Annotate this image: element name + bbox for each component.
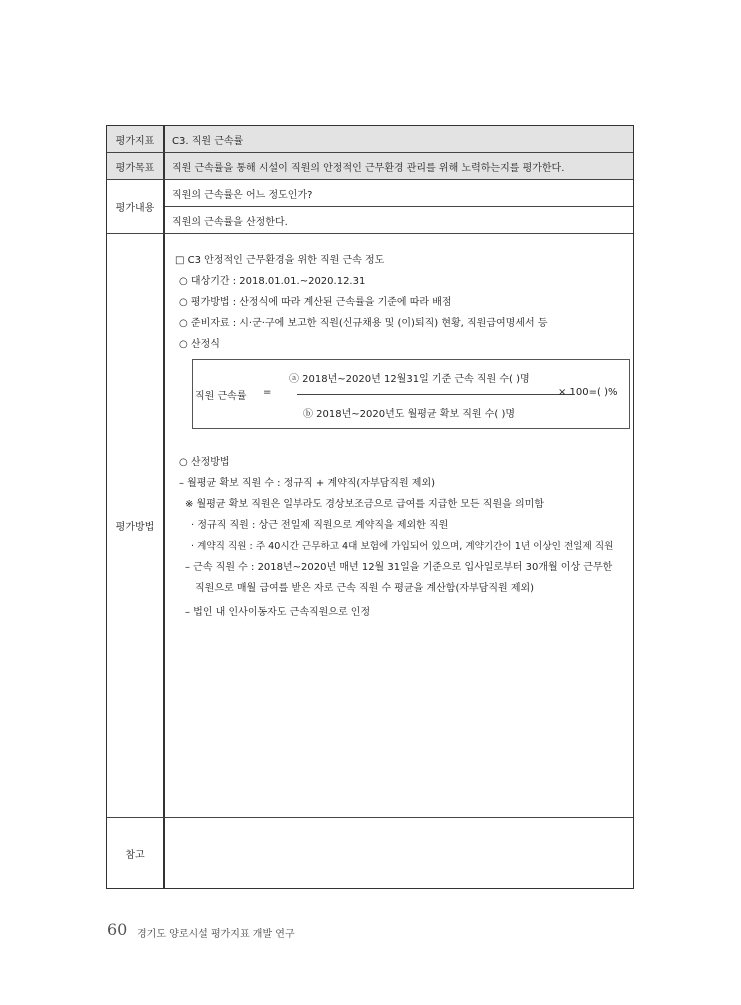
page-number: 60 [107,920,128,939]
retained-staff-line-2: 직원으로 매월 급여를 받은 자로 근속 직원 수 평균을 계산함(자부담직원 제외) [195,583,535,594]
content-label: 평가내용 [107,180,165,233]
monthly-staff-note: ※ 월평균 확보 직원은 일부라도 경상보조금으로 급여를 지급한 모든 직원을 의미함 [185,499,544,510]
calc-method-heading: ○ 산정방법 [179,457,230,468]
method-approach: ○ 평가방법 : 산정식에 따라 계산된 근속률을 기준에 따라 배점 [179,297,452,308]
goal-label: 평가목표 [107,153,165,179]
formula-fraction-bar [297,394,572,395]
evaluation-table [106,125,634,889]
formula-numerator: ⓐ 2018년~2020년 12월31일 기준 근속 직원 수( )명 [289,374,530,385]
monthly-staff-line: – 월평균 확보 직원 수 : 정규직 + 계약직(자부담직원 제외) [179,478,436,489]
retained-staff-line: – 근속 직원 수 : 2018년~2020년 매년 12월 31일을 기준으로 입사일로부터 30개월 이상 근무한 [185,562,613,573]
reference-label: 참고 [107,818,165,888]
formula-box [192,359,630,429]
method-materials: ○ 준비자료 : 시·군·구에 보고한 직원(신규채용 및 (이)퇴직) 현황, 직원급여명세서 등 [179,318,548,329]
formula-equals: = [263,387,272,398]
content-line-2: 직원의 근속률을 산정한다. [172,216,288,228]
method-label: 평가방법 [107,234,165,817]
footer-title: 경기도 양로시설 평가지표 개발 연구 [137,929,295,940]
goal-value: 직원 근속률을 통해 시설이 직원의 안정적인 근무환경 관리를 위해 노력하는지를 평가한다. [172,162,565,174]
indicator-row [107,126,633,153]
method-formula-heading: ○ 산정식 [179,339,220,350]
formula-denominator: ⓑ 2018년~2020년도 월평균 확보 직원 수( )명 [303,409,516,420]
method-heading: □ C3 안정적인 근무환경을 위한 직원 근속 정도 [175,255,385,266]
indicator-label: 평가지표 [107,126,165,152]
transfer-staff-line: – 법인 내 인사이동자도 근속직원으로 인정 [185,607,371,618]
contract-staff-line: · 계약직 직원 : 주 40시간 근무하고 4대 보험에 가입되어 있으며, 계약기간이 1년 이상인 전일제 직원 [191,541,614,552]
method-period: ○ 대상기간 : 2018.01.01.~2020.12.31 [179,276,366,287]
formula-right: × 100=( )% [558,387,618,398]
indicator-value: C3. 직원 근속률 [172,135,244,147]
method-row [107,234,633,818]
formula-left: 직원 근속률 [195,391,247,402]
goal-row [107,153,633,180]
reference-value [165,818,633,888]
regular-staff-line: · 정규직 직원 : 상근 전일제 직원으로 계약직을 제외한 직원 [191,520,449,531]
content-line-1: 직원의 근속률은 어느 정도인가? [165,180,633,207]
reference-row [107,818,633,888]
content-row [107,180,633,234]
